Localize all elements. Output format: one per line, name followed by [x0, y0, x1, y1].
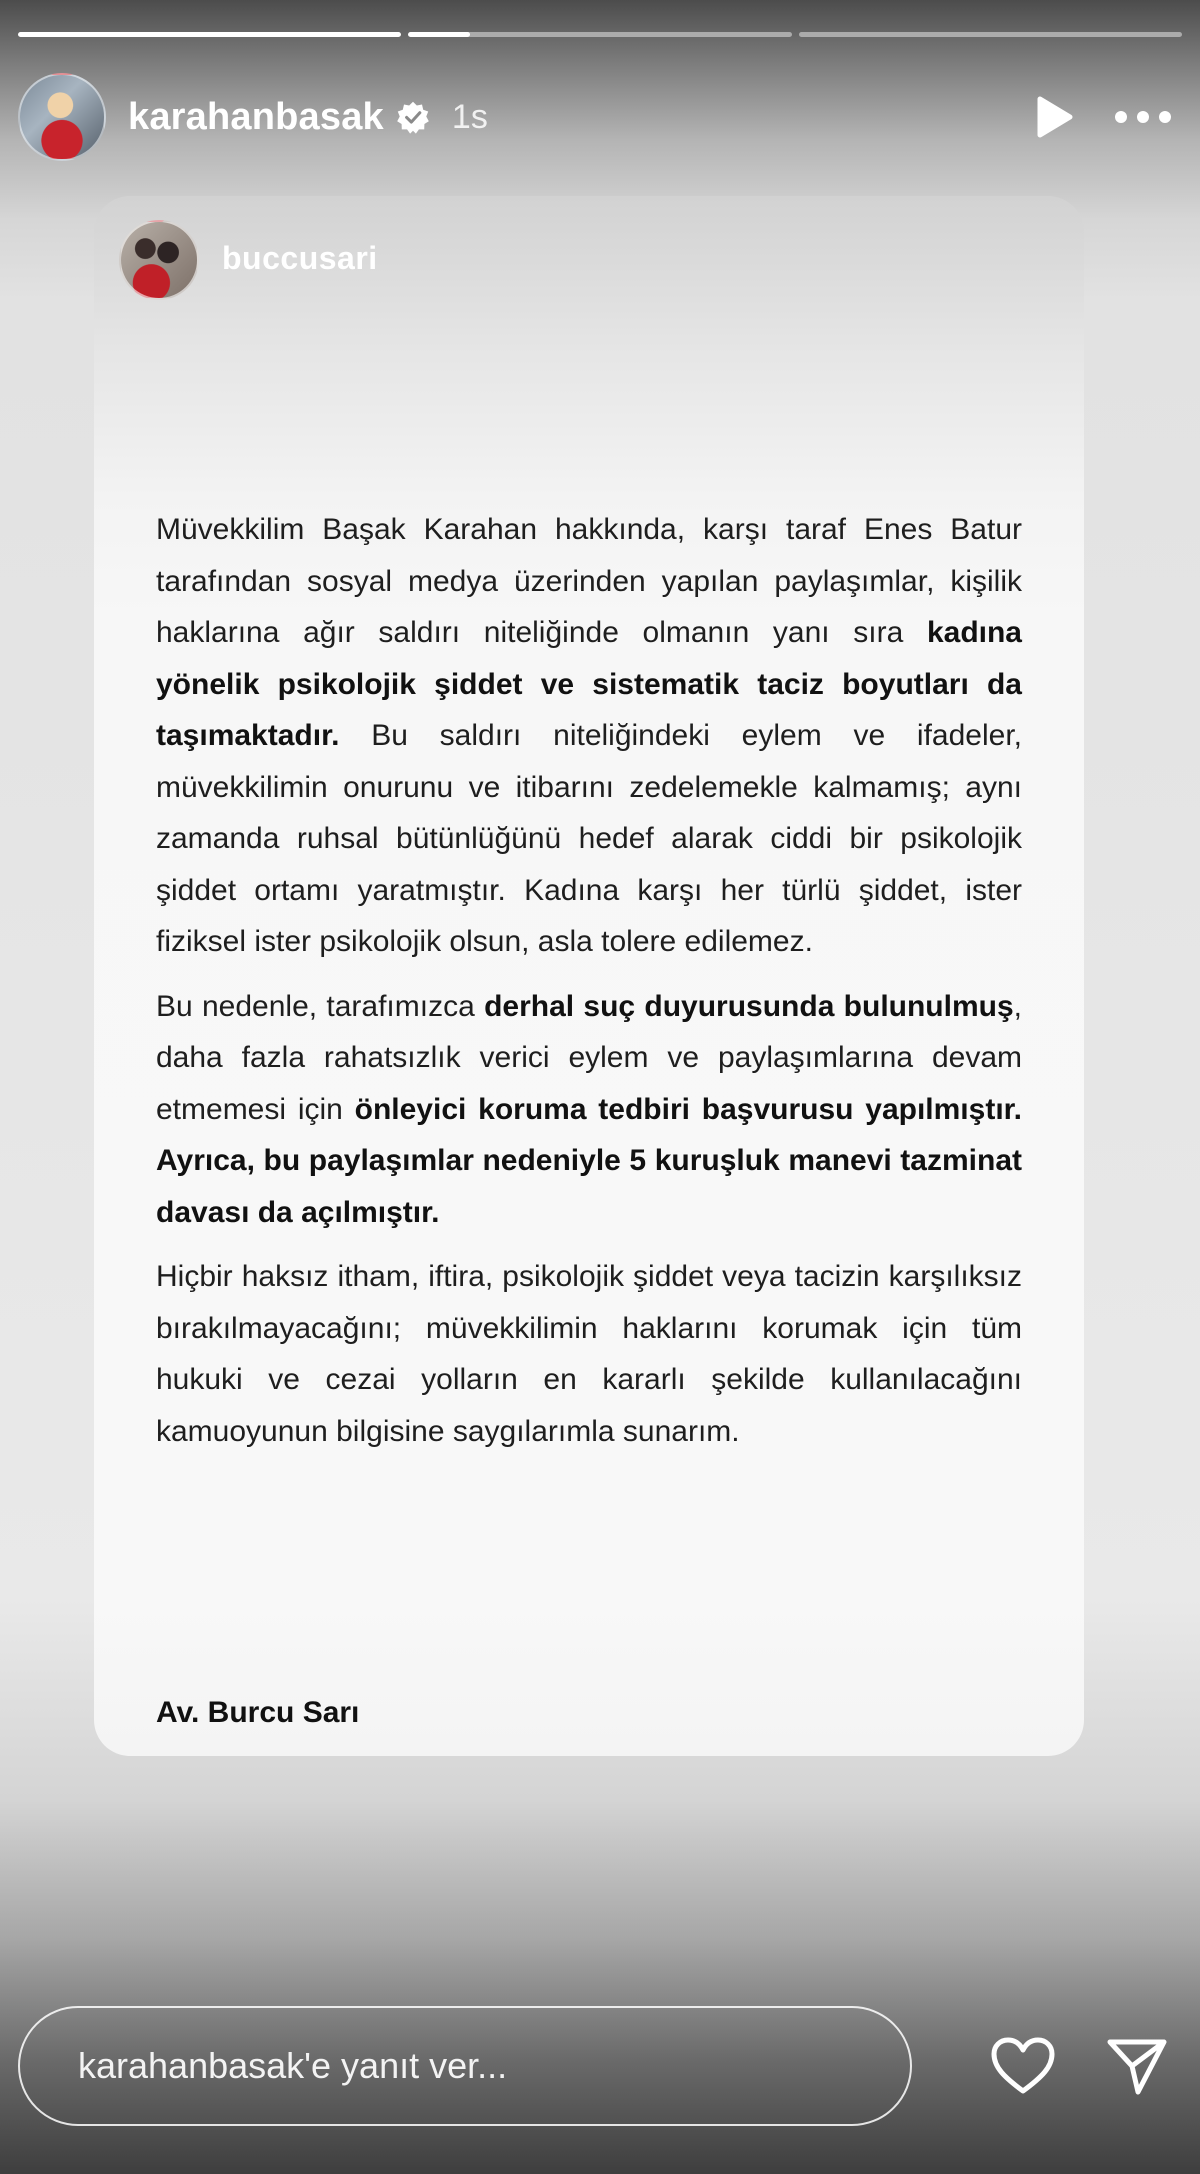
text-run: Bu nedenle, tarafımızca	[156, 989, 485, 1023]
signature: Av. Burcu Sarı	[156, 1696, 360, 1729]
text-run: , daha fazla rahatsızlık verici eylem ve paylaşımlarına devam etmemesi için	[156, 989, 1022, 1126]
avatar[interactable]	[18, 73, 106, 161]
reply-input[interactable]: karahanbasak'e yanıt ver...	[18, 2006, 912, 2126]
bold-text: önleyici koruma tedbiri başvurusu yapılmıştır. Ayrıca, bu paylaşımlar nedeniyle 5 kuruşluk manevi tazminat davası da açılmıştır.	[156, 1092, 1023, 1229]
heart-icon[interactable]	[990, 2037, 1056, 2095]
text-run: Hiçbir haksız itham, iftira, psikolojik şiddet veya tacizin karşılıksız bırakılmayacağını; müvekkilimin haklarını korumak için tüm hukuki ve cezai yolların en kararlı şekilde kullanılacağını kamuoyunun bilgisine saygılarımla sunarım.	[156, 1260, 1022, 1448]
post-time: 1s	[451, 97, 488, 136]
statement-paragraph-3	[156, 1251, 1022, 1457]
story-progress	[18, 32, 1182, 37]
text-run: Müvekkilim Başak Karahan hakkında, karşı taraf Enes Batur tarafından sosyal medya üzerinden yapılan paylaşımlar, kişilik haklarına ağır saldırı niteliğinde olmanın yanı sıra	[156, 513, 1022, 649]
more-icon[interactable]	[1114, 110, 1172, 124]
story-header	[18, 72, 1182, 162]
shared-post-avatar[interactable]	[119, 220, 199, 300]
text-run: Bu saldırı niteliğindeki eylem ve ifadeler, müvekkilimin onurunu ve itibarını zedelemekle kalmamış; aynı zamanda ruhsal bütünlüğünü hedef alarak ciddi bir psikolojik şiddet ortamı yaratmıştır. Kadına karşı her türlü şiddet, ister fiziksel ister psikolojik olsun, asla tolere edilemez.	[156, 719, 1022, 958]
progress-segment-3	[799, 32, 1182, 37]
bold-text: kadına yönelik psikolojik şiddet ve sistematik taciz boyutları da taşımaktadır.	[156, 616, 1022, 752]
story-footer	[18, 2004, 1182, 2128]
progress-segment-1	[18, 32, 401, 37]
play-icon[interactable]	[1034, 95, 1074, 139]
bold-text: derhal suç duyurusunda bulunulmuş	[484, 989, 1014, 1023]
shared-post-card[interactable]	[94, 196, 1084, 1756]
shared-post-username[interactable]: buccusari	[222, 240, 378, 276]
story-username[interactable]: karahanbasak	[128, 95, 384, 138]
statement-paragraph-1	[156, 504, 1022, 968]
progress-segment-2	[408, 32, 791, 37]
send-icon[interactable]	[1106, 2036, 1168, 2096]
statement-text	[156, 504, 1022, 1470]
statement-paragraph-2	[156, 981, 1022, 1239]
verified-badge-icon	[396, 100, 430, 134]
